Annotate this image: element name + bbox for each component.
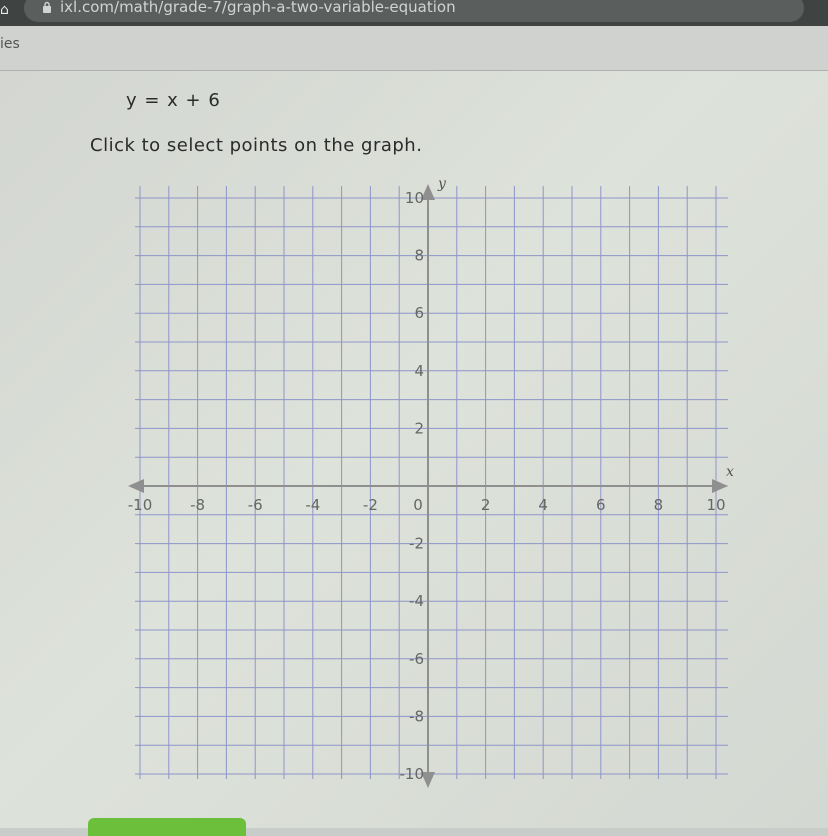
home-icon[interactable]: ⌂ xyxy=(0,2,9,18)
url-text: ixl.com/math/grade-7/graph-a-two-variable-equation xyxy=(60,0,456,16)
x-tick-label: 2 xyxy=(480,496,491,514)
y-tick-label: 4 xyxy=(414,361,424,380)
x-tick-label: 4 xyxy=(538,496,548,514)
x-tick-label: -8 xyxy=(190,496,206,514)
y-tick-label: -4 xyxy=(409,592,424,611)
x-axis-label: x xyxy=(726,464,734,480)
x-tick-label: 8 xyxy=(653,496,664,514)
site-subbar xyxy=(0,26,828,71)
y-tick-label: 10 xyxy=(404,189,424,207)
x-tick-label: -10 xyxy=(127,496,153,514)
y-tick-label: -6 xyxy=(409,649,424,668)
browser-toolbar xyxy=(0,0,828,26)
y-tick-label: -2 xyxy=(409,534,424,553)
instruction-text: Click to select points on the graph. xyxy=(90,135,423,156)
x-axis-right-arrow-icon xyxy=(712,479,728,493)
y-tick-label: 6 xyxy=(414,304,424,323)
x-tick-label: -4 xyxy=(305,496,321,514)
x-tick-label: -6 xyxy=(247,496,263,514)
x-tick-label: -2 xyxy=(362,496,378,514)
y-tick-label: 8 xyxy=(414,246,424,265)
lock-icon xyxy=(42,1,52,13)
coordinate-graph[interactable] xyxy=(110,175,740,795)
y-axis-label: y xyxy=(438,176,446,192)
subbar-text: ies xyxy=(0,36,20,52)
submit-button[interactable] xyxy=(88,818,246,836)
x-tick-label: 6 xyxy=(596,496,606,514)
x-tick-label: 0 xyxy=(413,496,423,514)
x-axis-left-arrow-icon xyxy=(128,479,144,493)
y-tick-label: -8 xyxy=(409,707,424,726)
equation: y = x + 6 xyxy=(126,90,221,111)
x-tick-label: 10 xyxy=(706,496,726,514)
y-tick-label: -10 xyxy=(399,765,424,783)
y-tick-label: 2 xyxy=(414,419,424,438)
